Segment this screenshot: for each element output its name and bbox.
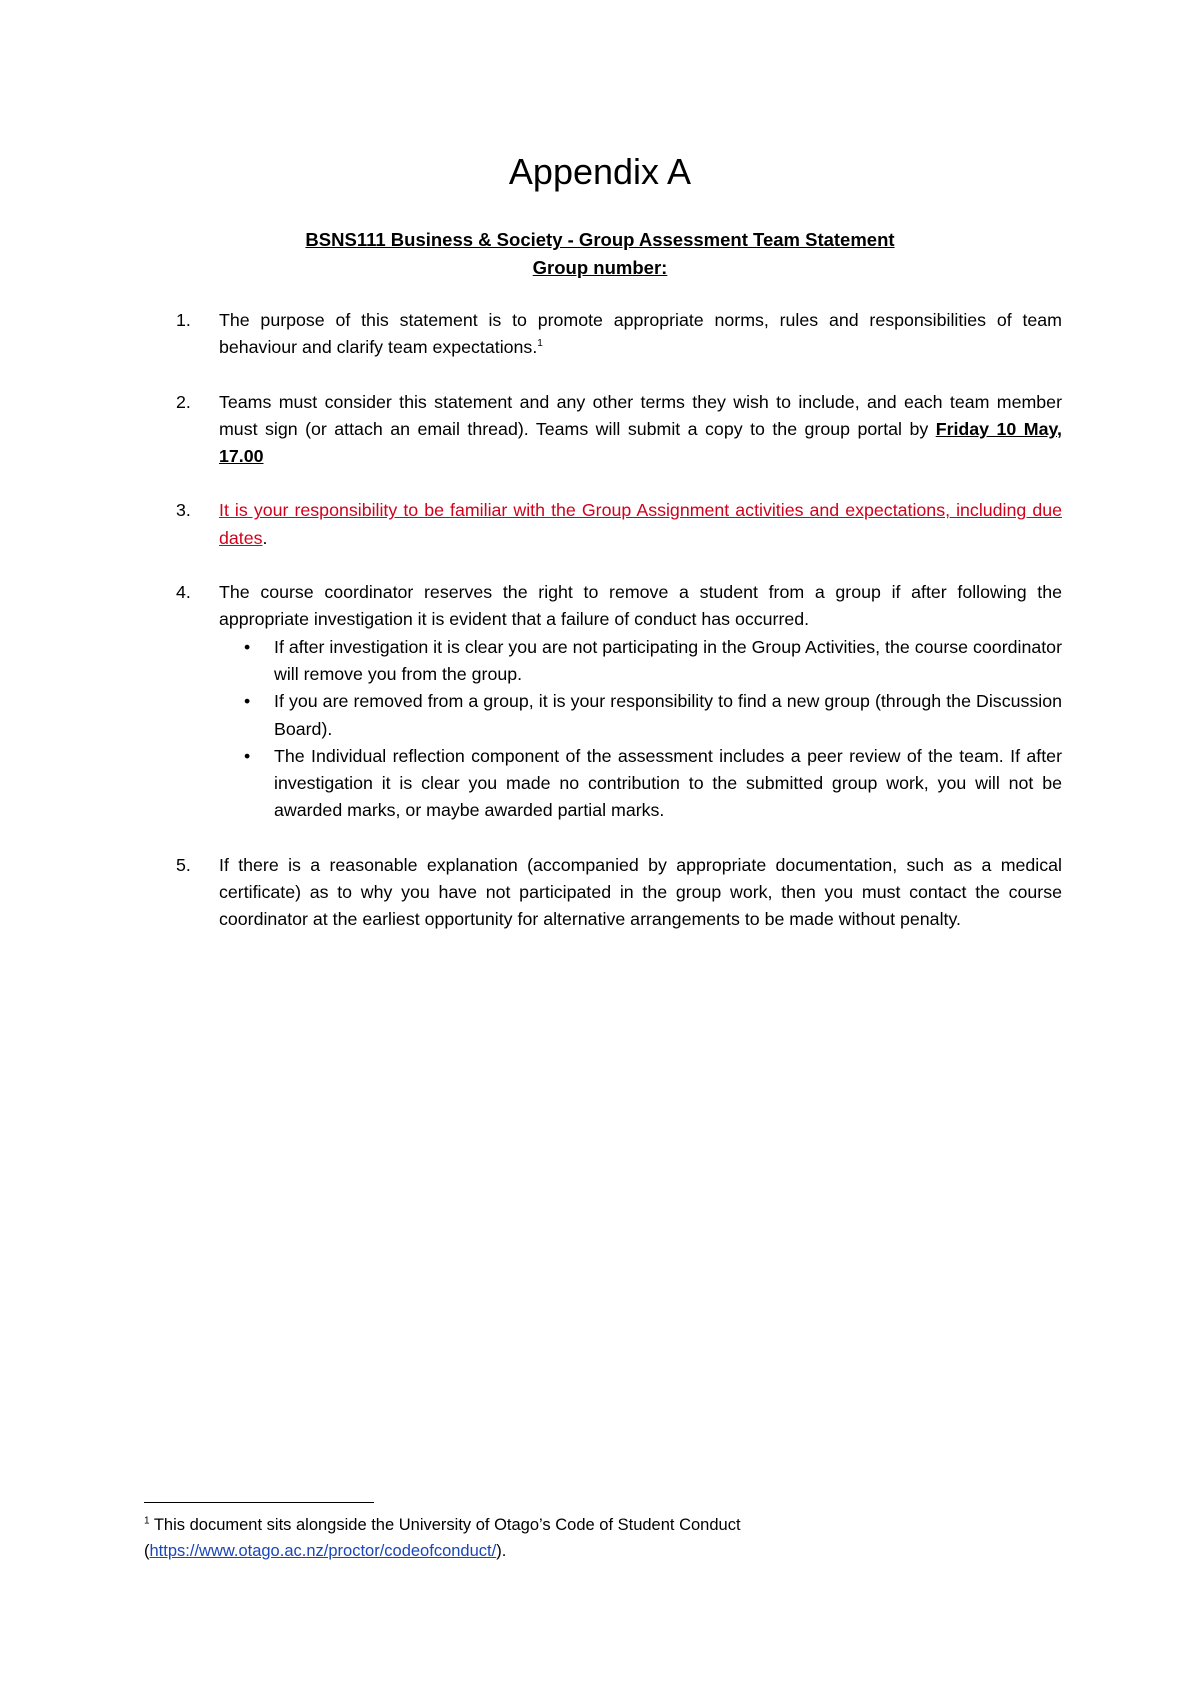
bullet-icon: •	[244, 745, 251, 766]
bullet-icon: •	[244, 636, 251, 657]
bullet-text: The Individual reflection component of the assessment includes a peer review of the team. If after investigation it is clear you made no contribution to the submitted group work, you will not be awarded marks, or maybe awarded partial marks.	[274, 745, 1062, 821]
footnote-close: ).	[496, 1542, 507, 1560]
code-of-conduct-link[interactable]: https://www.otago.ac.nz/proctor/codeofconduct/	[149, 1542, 497, 1560]
item-text: The course coordinator reserves the right to remove a student from a group if after following the appropriate investigation it is evident that a failure of conduct has occurred.	[219, 582, 1062, 630]
list-number: 3.	[176, 500, 191, 521]
statement-list	[176, 307, 1062, 961]
bullet-list	[219, 634, 1062, 825]
list-item-2	[176, 389, 1062, 471]
footnote-reference: 1	[537, 338, 543, 350]
item-text: Teams must consider this statement and any other terms they wish to include, and each team member must sign (or attach an email thread). Teams will submit a copy to the group portal by	[219, 391, 1062, 439]
page-title: Appendix A	[508, 151, 692, 192]
bullet-item	[219, 688, 1062, 743]
bullet-item	[219, 743, 1062, 825]
bullet-text: If you are removed from a group, it is your responsibility to find a new group (through the Discussion Board).	[274, 691, 1062, 739]
group-number-label: Group number:	[532, 257, 668, 278]
list-number: 2.	[176, 391, 191, 412]
item-end: .	[262, 527, 268, 548]
responsibility-highlight: It is your responsibility to be familiar with the Group Assignment activities and expectations, including due dates	[219, 500, 1062, 548]
bullet-icon: •	[244, 691, 251, 712]
footnote-divider	[144, 1502, 374, 1503]
bullet-text: If after investigation it is clear you are not participating in the Group Activities, the course coordinator will remove you from the group.	[274, 636, 1062, 684]
list-item-5	[176, 852, 1062, 934]
bullet-item	[219, 634, 1062, 689]
deadline-text: Friday 10 May, 17.00	[219, 418, 1062, 467]
list-item-1	[176, 307, 1062, 362]
footnote-text: This document sits alongside the University of Otago’s Code of Student Conduct	[149, 1516, 741, 1534]
list-number: 5.	[176, 854, 191, 875]
footnote-marker: 1	[144, 1515, 150, 1527]
document-subtitle: BSNS111 Business & Society - Group Assessment Team Statement	[305, 229, 895, 250]
footnote	[144, 1512, 1044, 1564]
list-item-3	[176, 497, 1062, 552]
item-text: The purpose of this statement is to promote appropriate norms, rules and responsibilities of team behaviour and clarify team expectations.	[219, 310, 1062, 358]
list-number: 1.	[176, 310, 191, 330]
list-number: 4.	[176, 582, 191, 603]
item-text: If there is a reasonable explanation (accompanied by appropriate documentation, such as a medical certificate) as to why you have not participated in the group work, then you must contact the course coordinator at the earliest opportunity for alternative arrangements to be made without penalty.	[219, 854, 1062, 930]
footnote-open-paren: (	[144, 1542, 150, 1560]
list-item-4	[176, 579, 1062, 825]
